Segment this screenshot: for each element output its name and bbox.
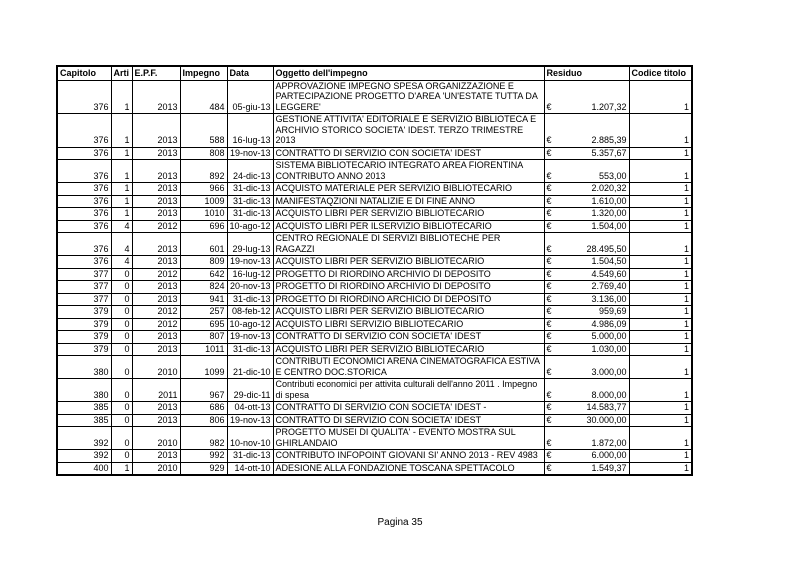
impegno-cell: 807: [180, 331, 227, 344]
arti-cell: 0: [111, 343, 132, 356]
capitolo-cell: 385: [57, 414, 111, 427]
currency-symbol: €: [546, 293, 552, 304]
data-cell: 19-nov-13: [227, 147, 273, 160]
impegno-cell: 686: [180, 402, 227, 415]
oggetto-cell: GESTIONE ATTIVITA' EDITORIALE E SERVIZIO BIBLIOTECA E ARCHIVIO STORICO SOCIETA' IDEST. TERZO TRIMESTRE 2013: [273, 114, 544, 148]
currency-symbol: €: [546, 343, 552, 354]
currency-symbol: €: [546, 135, 552, 145]
impegno-cell: 696: [180, 220, 227, 233]
col-header-capitolo: Capitolo: [57, 66, 111, 80]
oggetto-cell: PROGETTO MUSEI DI QUALITA' - EVENTO MOSTRA SUL GHIRLANDAIO: [273, 427, 544, 450]
table-row: [57, 462, 692, 475]
arti-cell: 1: [111, 147, 132, 160]
capitolo-cell: 379: [57, 343, 111, 356]
oggetto-cell: ACQUISTO LIBRI PER SERVIZIO BIBLIOTECARIO: [273, 306, 544, 319]
residuo-cell: [544, 450, 629, 463]
arti-cell: 4: [111, 256, 132, 269]
arti-cell: 1: [111, 160, 132, 183]
data-cell: 08-feb-12: [227, 306, 273, 319]
table-row: [57, 268, 692, 281]
table-row: [57, 356, 692, 379]
residuo-cell: [544, 147, 629, 160]
codice-titolo-cell: 1: [629, 114, 692, 148]
capitolo-cell: 376: [57, 160, 111, 183]
col-header-epf: E.P.F.: [132, 66, 180, 80]
data-cell: 10-nov-10: [227, 427, 273, 450]
data-cell: 19-nov-13: [227, 331, 273, 344]
arti-cell: 0: [111, 450, 132, 463]
residuo-amount: 30.000,00: [586, 414, 627, 425]
capitolo-cell: 376: [57, 147, 111, 160]
codice-titolo-cell: 1: [629, 343, 692, 356]
table-row: [57, 208, 692, 221]
data-cell: 14-ott-10: [227, 462, 273, 475]
currency-symbol: €: [546, 389, 552, 400]
epf-cell: 2013: [132, 114, 180, 148]
codice-titolo-cell: 1: [629, 183, 692, 196]
table-row: [57, 233, 692, 256]
currency-symbol: €: [546, 208, 552, 218]
impegno-cell: 257: [180, 306, 227, 319]
impegno-cell: 992: [180, 450, 227, 463]
oggetto-cell: APPROVAZIONE IMPEGNO SPESA ORGANIZZAZIONE E PARTECIPAZIONE PROGETTO D'AREA 'UN'ESTATE TUTTA DA LEGGERE': [273, 80, 544, 114]
oggetto-cell: CONTRIBUTO INFOPOINT GIOVANI SI' ANNO 2013 - REV 4983: [273, 450, 544, 463]
data-cell: 31-dic-13: [227, 450, 273, 463]
table-row: [57, 195, 692, 208]
epf-cell: 2013: [132, 160, 180, 183]
residuo-amount: 4.549,60: [591, 268, 627, 279]
residuo-cell: [544, 220, 629, 233]
impegno-cell: 588: [180, 114, 227, 148]
impegno-cell: 941: [180, 293, 227, 306]
arti-cell: 4: [111, 233, 132, 256]
capitolo-cell: 392: [57, 427, 111, 450]
arti-cell: 1: [111, 208, 132, 221]
col-header-impegno: Impegno: [180, 66, 227, 80]
residuo-cell: [544, 427, 629, 450]
residuo-cell: [544, 208, 629, 221]
currency-symbol: €: [546, 450, 552, 460]
table-row: [57, 450, 692, 463]
residuo-amount: 1.207,32: [591, 101, 627, 112]
epf-cell: 2013: [132, 450, 180, 463]
residuo-cell: [544, 195, 629, 208]
arti-cell: 4: [111, 220, 132, 233]
epf-cell: 2013: [132, 331, 180, 344]
currency-symbol: €: [546, 195, 552, 206]
table-row: [57, 293, 692, 306]
oggetto-cell: CONTRATTO DI SERVIZIO CON SOCIETA' IDEST: [273, 147, 544, 160]
residuo-amount: 1.610,00: [591, 195, 627, 206]
codice-titolo-cell: 1: [629, 233, 692, 256]
residuo-amount: 2.020,32: [591, 183, 627, 193]
epf-cell: 2012: [132, 306, 180, 319]
impegno-cell: 892: [180, 160, 227, 183]
currency-symbol: €: [546, 331, 552, 341]
currency-symbol: €: [546, 366, 552, 377]
table-row: [57, 114, 692, 148]
page-number: Pagina 35: [377, 517, 423, 528]
codice-titolo-cell: 1: [629, 306, 692, 319]
impegno-cell: 1011: [180, 343, 227, 356]
codice-titolo-cell: 1: [629, 427, 692, 450]
codice-titolo-cell: 1: [629, 281, 692, 294]
residuo-cell: [544, 331, 629, 344]
residuo-cell: [544, 306, 629, 319]
residuo-amount: 3.136,00: [591, 293, 627, 304]
impegno-cell: 966: [180, 183, 227, 196]
col-header-arti: Arti: [111, 66, 132, 80]
arti-cell: 0: [111, 306, 132, 319]
capitolo-cell: 392: [57, 450, 111, 463]
residuo-cell: [544, 462, 629, 475]
impegno-cell: 484: [180, 80, 227, 114]
data-cell: 05-giu-13: [227, 80, 273, 114]
data-cell: 10-ago-12: [227, 220, 273, 233]
codice-titolo-cell: 1: [629, 402, 692, 415]
residuo-amount: 28.495,50: [586, 243, 627, 254]
arti-cell: 0: [111, 268, 132, 281]
capitolo-cell: 377: [57, 293, 111, 306]
data-cell: 31-dic-13: [227, 208, 273, 221]
epf-cell: 2012: [132, 220, 180, 233]
data-cell: 16-lug-12: [227, 268, 273, 281]
data-cell: 31-dic-13: [227, 195, 273, 208]
data-cell: 20-nov-13: [227, 281, 273, 294]
codice-titolo-cell: 1: [629, 147, 692, 160]
arti-cell: 0: [111, 293, 132, 306]
arti-cell: 1: [111, 114, 132, 148]
col-header-codice-titolo: Codice titolo: [629, 66, 692, 80]
oggetto-cell: ADESIONE ALLA FONDAZIONE TOSCANA SPETTACOLO: [273, 462, 544, 475]
data-cell: 31-dic-13: [227, 343, 273, 356]
arti-cell: 1: [111, 195, 132, 208]
data-cell: 31-dic-13: [227, 293, 273, 306]
currency-symbol: €: [546, 170, 552, 181]
table-row: [57, 220, 692, 233]
currency-symbol: €: [546, 147, 552, 158]
currency-symbol: €: [546, 183, 552, 193]
capitolo-cell: 379: [57, 331, 111, 344]
residuo-amount: 4.986,09: [591, 318, 627, 329]
data-cell: 19-nov-13: [227, 256, 273, 269]
table-row: [57, 331, 692, 344]
currency-symbol: €: [546, 101, 552, 112]
codice-titolo-cell: 1: [629, 195, 692, 208]
capitolo-cell: 376: [57, 114, 111, 148]
arti-cell: 0: [111, 331, 132, 344]
table-row: [57, 343, 692, 356]
table-row: [57, 414, 692, 427]
data-cell: 19-nov-13: [227, 414, 273, 427]
oggetto-cell: CONTRATTO DI SERVIZIO CON SOCIETA' IDEST: [273, 331, 544, 344]
epf-cell: 2013: [132, 343, 180, 356]
epf-cell: 2013: [132, 402, 180, 415]
oggetto-cell: PROGETTO DI RIORDINO ARCHICIO DI DEPOSITO: [273, 293, 544, 306]
epf-cell: 2013: [132, 208, 180, 221]
currency-symbol: €: [546, 306, 552, 316]
codice-titolo-cell: 1: [629, 220, 692, 233]
residuo-amount: 1.504,00: [591, 220, 627, 231]
table-body: [57, 80, 692, 475]
epf-cell: 2010: [132, 427, 180, 450]
data-cell: 04-ott-13: [227, 402, 273, 415]
table-row: [57, 160, 692, 183]
codice-titolo-cell: 1: [629, 268, 692, 281]
capitolo-cell: 376: [57, 195, 111, 208]
capitolo-cell: 376: [57, 256, 111, 269]
arti-cell: 0: [111, 318, 132, 331]
oggetto-cell: CONTRATTO DI SERVIZIO CON SOCIETA' IDEST: [273, 414, 544, 427]
arti-cell: 1: [111, 183, 132, 196]
codice-titolo-cell: 1: [629, 318, 692, 331]
residuo-amount: 3.000,00: [591, 366, 627, 377]
impegno-cell: 1099: [180, 356, 227, 379]
capitolo-cell: 385: [57, 402, 111, 415]
residuo-amount: 5.357,67: [591, 147, 627, 158]
residuo-amount: 6.000,00: [591, 450, 627, 460]
capitolo-cell: 377: [57, 281, 111, 294]
epf-cell: 2013: [132, 183, 180, 196]
epf-cell: 2013: [132, 281, 180, 294]
epf-cell: 2013: [132, 233, 180, 256]
col-header-oggetto: Oggetto dell'impegno: [273, 66, 544, 80]
residuo-amount: 8.000,00: [591, 389, 627, 400]
residuo-cell: [544, 114, 629, 148]
oggetto-cell: ACQUISTO LIBRI PER SERVIZIO BIBLIOTECARIO: [273, 256, 544, 269]
residuo-cell: [544, 379, 629, 402]
codice-titolo-cell: 1: [629, 80, 692, 114]
epf-cell: 2013: [132, 293, 180, 306]
residuo-cell: [544, 233, 629, 256]
currency-symbol: €: [546, 243, 552, 254]
residuo-cell: [544, 256, 629, 269]
oggetto-cell: SISTEMA BIBLIOTECARIO INTEGRATO AREA FIORENTINA CONTRIBUTO ANNO 2013: [273, 160, 544, 183]
residuo-amount: 5.000,00: [591, 331, 627, 341]
impegni-table: [56, 65, 693, 476]
oggetto-cell: ACQUISTO LIBRI SERVIZIO BIBLIOTECARIO: [273, 318, 544, 331]
codice-titolo-cell: 1: [629, 208, 692, 221]
epf-cell: 2011: [132, 379, 180, 402]
col-header-data: Data: [227, 66, 273, 80]
currency-symbol: €: [546, 414, 552, 425]
arti-cell: 0: [111, 402, 132, 415]
arti-cell: 1: [111, 462, 132, 475]
table-row: [57, 256, 692, 269]
epf-cell: 2013: [132, 256, 180, 269]
table-row: [57, 281, 692, 294]
currency-symbol: €: [546, 318, 552, 329]
residuo-amount: 1.504,50: [591, 256, 627, 266]
currency-symbol: €: [546, 402, 552, 412]
arti-cell: 0: [111, 427, 132, 450]
table-row: [57, 183, 692, 196]
residuo-cell: [544, 160, 629, 183]
impegno-cell: 808: [180, 147, 227, 160]
impegno-cell: 601: [180, 233, 227, 256]
residuo-cell: [544, 343, 629, 356]
oggetto-cell: CONTRATTO DI SERVIZIO CON SOCIETA' IDEST -: [273, 402, 544, 415]
residuo-amount: 1.030,00: [591, 343, 627, 354]
data-cell: 29-lug-13: [227, 233, 273, 256]
epf-cell: 2012: [132, 318, 180, 331]
currency-symbol: €: [546, 462, 552, 473]
oggetto-cell: PROGETTO DI RIORDINO ARCHIVIO DI DEPOSITO: [273, 268, 544, 281]
oggetto-cell: ACQUISTO LIBRI PER SERVIZIO BIBLIOTECARIO: [273, 343, 544, 356]
codice-titolo-cell: 1: [629, 256, 692, 269]
impegno-cell: 929: [180, 462, 227, 475]
residuo-amount: 1.549,37: [591, 462, 627, 473]
capitolo-cell: 379: [57, 306, 111, 319]
table-header: [57, 66, 692, 80]
codice-titolo-cell: 1: [629, 414, 692, 427]
residuo-cell: [544, 356, 629, 379]
table-row: [57, 318, 692, 331]
arti-cell: 0: [111, 281, 132, 294]
table-row: [57, 80, 692, 114]
residuo-amount: 553,00: [598, 170, 627, 181]
table-row: [57, 306, 692, 319]
currency-symbol: €: [546, 268, 552, 279]
data-cell: 16-lug-13: [227, 114, 273, 148]
capitolo-cell: 400: [57, 462, 111, 475]
impegno-cell: 642: [180, 268, 227, 281]
impegno-cell: 806: [180, 414, 227, 427]
oggetto-cell: CENTRO REGIONALE DI SERVIZI BIBLIOTECHE PER RAGAZZI: [273, 233, 544, 256]
currency-symbol: €: [546, 437, 552, 448]
codice-titolo-cell: 1: [629, 293, 692, 306]
capitolo-cell: 377: [57, 268, 111, 281]
residuo-cell: [544, 293, 629, 306]
epf-cell: 2010: [132, 462, 180, 475]
epf-cell: 2013: [132, 80, 180, 114]
residuo-cell: [544, 80, 629, 114]
capitolo-cell: 380: [57, 379, 111, 402]
codice-titolo-cell: 1: [629, 450, 692, 463]
data-cell: 24-dic-13: [227, 160, 273, 183]
epf-cell: 2012: [132, 268, 180, 281]
arti-cell: 0: [111, 356, 132, 379]
capitolo-cell: 379: [57, 318, 111, 331]
codice-titolo-cell: 1: [629, 331, 692, 344]
oggetto-cell: ACQUISTO LIBRI PER SERVIZIO BIBLIOTECARIO: [273, 208, 544, 221]
data-cell: 31-dic-13: [227, 183, 273, 196]
impegno-cell: 982: [180, 427, 227, 450]
oggetto-cell: ACQUISTO MATERIALE PER SERVIZIO BIBLIOTECARIO: [273, 183, 544, 196]
residuo-cell: [544, 268, 629, 281]
residuo-cell: [544, 318, 629, 331]
residuo-cell: [544, 183, 629, 196]
data-cell: 10-ago-12: [227, 318, 273, 331]
residuo-amount: 1.320,00: [591, 208, 627, 218]
data-cell: 21-dic-10: [227, 356, 273, 379]
data-cell: 29-dic-11: [227, 379, 273, 402]
residuo-amount: 959,69: [598, 306, 627, 316]
impegno-cell: 1009: [180, 195, 227, 208]
capitolo-cell: 376: [57, 220, 111, 233]
oggetto-cell: PROGETTO DI RIORDINO ARCHIVIO DI DEPOSITO: [273, 281, 544, 294]
residuo-amount: 1.872,00: [591, 437, 627, 448]
epf-cell: 2013: [132, 195, 180, 208]
codice-titolo-cell: 1: [629, 356, 692, 379]
epf-cell: 2013: [132, 414, 180, 427]
residuo-cell: [544, 414, 629, 427]
residuo-amount: 14.583,77: [586, 402, 627, 412]
currency-symbol: €: [546, 256, 552, 266]
currency-symbol: €: [546, 281, 552, 291]
codice-titolo-cell: 1: [629, 160, 692, 183]
impegno-cell: 1010: [180, 208, 227, 221]
epf-cell: 2013: [132, 147, 180, 160]
oggetto-cell: Contributi economici per attivita culturali dell'anno 2011 . Impegno di spesa: [273, 379, 544, 402]
residuo-cell: [544, 281, 629, 294]
epf-cell: 2010: [132, 356, 180, 379]
residuo-amount: 2.769,40: [591, 281, 627, 291]
oggetto-cell: CONTRIBUTI ECONOMICI ARENA CINEMATOGRAFICA ESTIVA E CENTRO DOC.STORICA: [273, 356, 544, 379]
col-header-residuo: Residuo: [544, 66, 629, 80]
table-row: [57, 427, 692, 450]
capitolo-cell: 376: [57, 233, 111, 256]
header-row: [57, 66, 692, 80]
capitolo-cell: 376: [57, 80, 111, 114]
residuo-amount: 2.885,39: [591, 135, 627, 145]
table-row: [57, 379, 692, 402]
impegno-cell: 824: [180, 281, 227, 294]
table-row: [57, 147, 692, 160]
oggetto-cell: ACQUISTO LIBRI PER ILSERVIZIO BIBLIOTECARIO: [273, 220, 544, 233]
capitolo-cell: 380: [57, 356, 111, 379]
table-row: [57, 402, 692, 415]
codice-titolo-cell: 1: [629, 379, 692, 402]
arti-cell: 1: [111, 80, 132, 114]
arti-cell: 0: [111, 379, 132, 402]
oggetto-cell: MANIFESTAQZIONI NATALIZIE E DI FINE ANNO: [273, 195, 544, 208]
residuo-cell: [544, 402, 629, 415]
arti-cell: 0: [111, 414, 132, 427]
capitolo-cell: 376: [57, 208, 111, 221]
codice-titolo-cell: 1: [629, 462, 692, 475]
currency-symbol: €: [546, 220, 552, 231]
impegno-cell: 809: [180, 256, 227, 269]
impegno-cell: 967: [180, 379, 227, 402]
capitolo-cell: 376: [57, 183, 111, 196]
impegno-cell: 695: [180, 318, 227, 331]
